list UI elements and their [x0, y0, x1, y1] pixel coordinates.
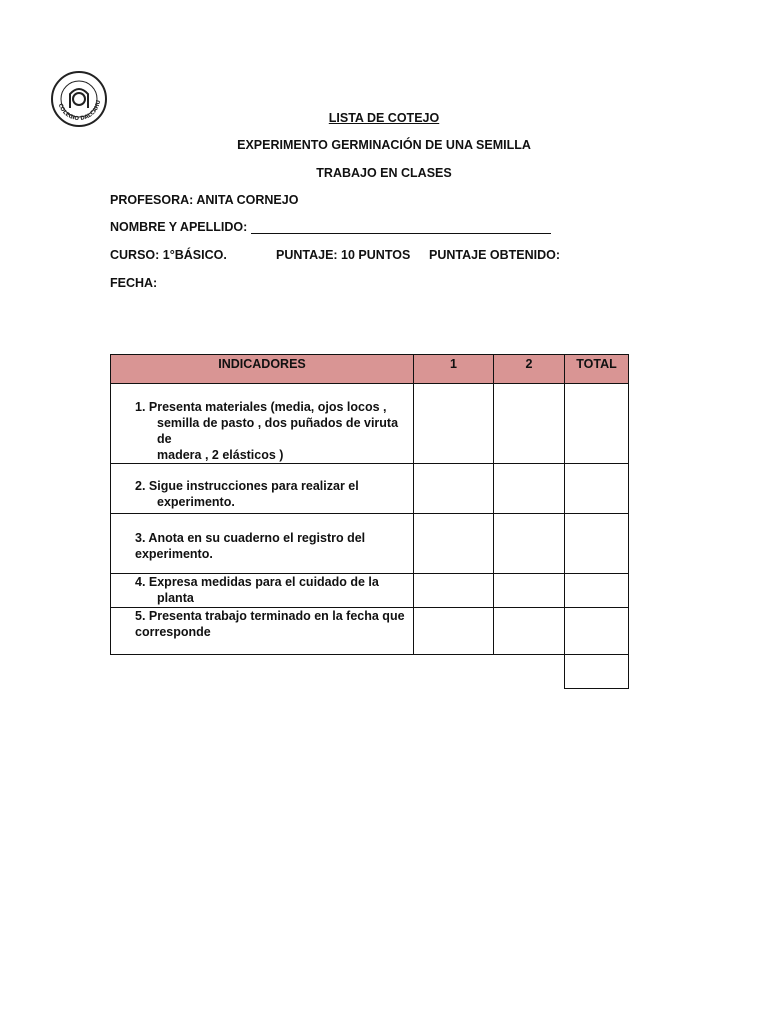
checklist-table — [110, 354, 629, 655]
header-col-1: 1 — [414, 355, 494, 384]
indicator-4-line-2: planta — [157, 591, 194, 605]
header-col-2: 2 — [494, 355, 565, 384]
indicator-5-line-1: 5. Presenta trabajo terminado en la fecha que — [135, 609, 405, 623]
indicator-2-line-1: 2. Sigue instrucciones para realizar el — [135, 479, 359, 493]
score-cell-1-total[interactable] — [565, 384, 629, 464]
indicator-cell-1 — [111, 384, 414, 464]
indicator-1-line-3: madera , 2 elásticos ) — [157, 448, 284, 462]
table-row — [111, 464, 629, 514]
course-field: CURSO: 1°BÁSICO. — [110, 248, 227, 262]
score-cell-4-col1[interactable] — [414, 574, 494, 608]
date-field: FECHA: — [110, 276, 158, 290]
table-header-row — [111, 355, 629, 384]
indicator-cell-2 — [111, 464, 414, 514]
student-name-field — [110, 220, 551, 234]
score-cell-4-total[interactable] — [565, 574, 629, 608]
svg-text:COLEGIO DALCAHUE: COLEGIO DALCAHU — [56, 99, 103, 123]
indicator-1-line-1: 1. Presenta materiales (media, ojos locos , — [135, 400, 387, 414]
table-row — [111, 514, 629, 574]
score-cell-2-col1[interactable] — [414, 464, 494, 514]
student-name-label: NOMBRE Y APELLIDO: — [110, 220, 248, 234]
score-cell-2-total[interactable] — [565, 464, 629, 514]
indicator-cell-5 — [111, 608, 414, 655]
table-row — [111, 608, 629, 655]
teacher-field: PROFESORA: ANITA CORNEJO — [110, 193, 299, 207]
indicator-3-line-2: experimento. — [135, 547, 213, 561]
score-cell-1-col1[interactable] — [414, 384, 494, 464]
table-row — [111, 574, 629, 608]
indicator-4-line-1: 4. Expresa medidas para el cuidado de la — [135, 575, 379, 589]
document-subtitle-2: TRABAJO EN CLASES — [316, 166, 452, 180]
student-name-blank-line[interactable] — [251, 221, 551, 234]
score-cell-5-col2[interactable] — [494, 608, 565, 655]
indicator-5-line-2: corresponde — [135, 625, 211, 639]
score-cell-3-col2[interactable] — [494, 514, 565, 574]
score-cell-3-total[interactable] — [565, 514, 629, 574]
indicator-cell-3 — [111, 514, 414, 574]
grand-total-box[interactable] — [564, 640, 629, 689]
score-cell-5-col1[interactable] — [414, 608, 494, 655]
score-cell-1-col2[interactable] — [494, 384, 565, 464]
table-row — [111, 384, 629, 464]
document-subtitle: EXPERIMENTO GERMINACIÓN DE UNA SEMILLA — [237, 138, 531, 152]
score-obtained-field: PUNTAJE OBTENIDO: — [429, 248, 561, 262]
score-cell-2-col2[interactable] — [494, 464, 565, 514]
indicator-cell-4 — [111, 574, 414, 608]
indicator-3-line-1: 3. Anota en su cuaderno el registro del — [135, 531, 366, 545]
score-total-field: PUNTAJE: 10 PUNTOS — [276, 248, 411, 262]
header-indicadores: INDICADORES — [111, 355, 414, 384]
score-cell-3-col1[interactable] — [414, 514, 494, 574]
header-total: TOTAL — [565, 355, 629, 384]
document-title: LISTA DE COTEJO — [328, 111, 440, 125]
indicator-1-line-2: semilla de pasto , dos puñados de viruta de — [157, 416, 399, 446]
indicator-2-line-2: experimento. — [157, 495, 235, 509]
score-cell-4-col2[interactable] — [494, 574, 565, 608]
